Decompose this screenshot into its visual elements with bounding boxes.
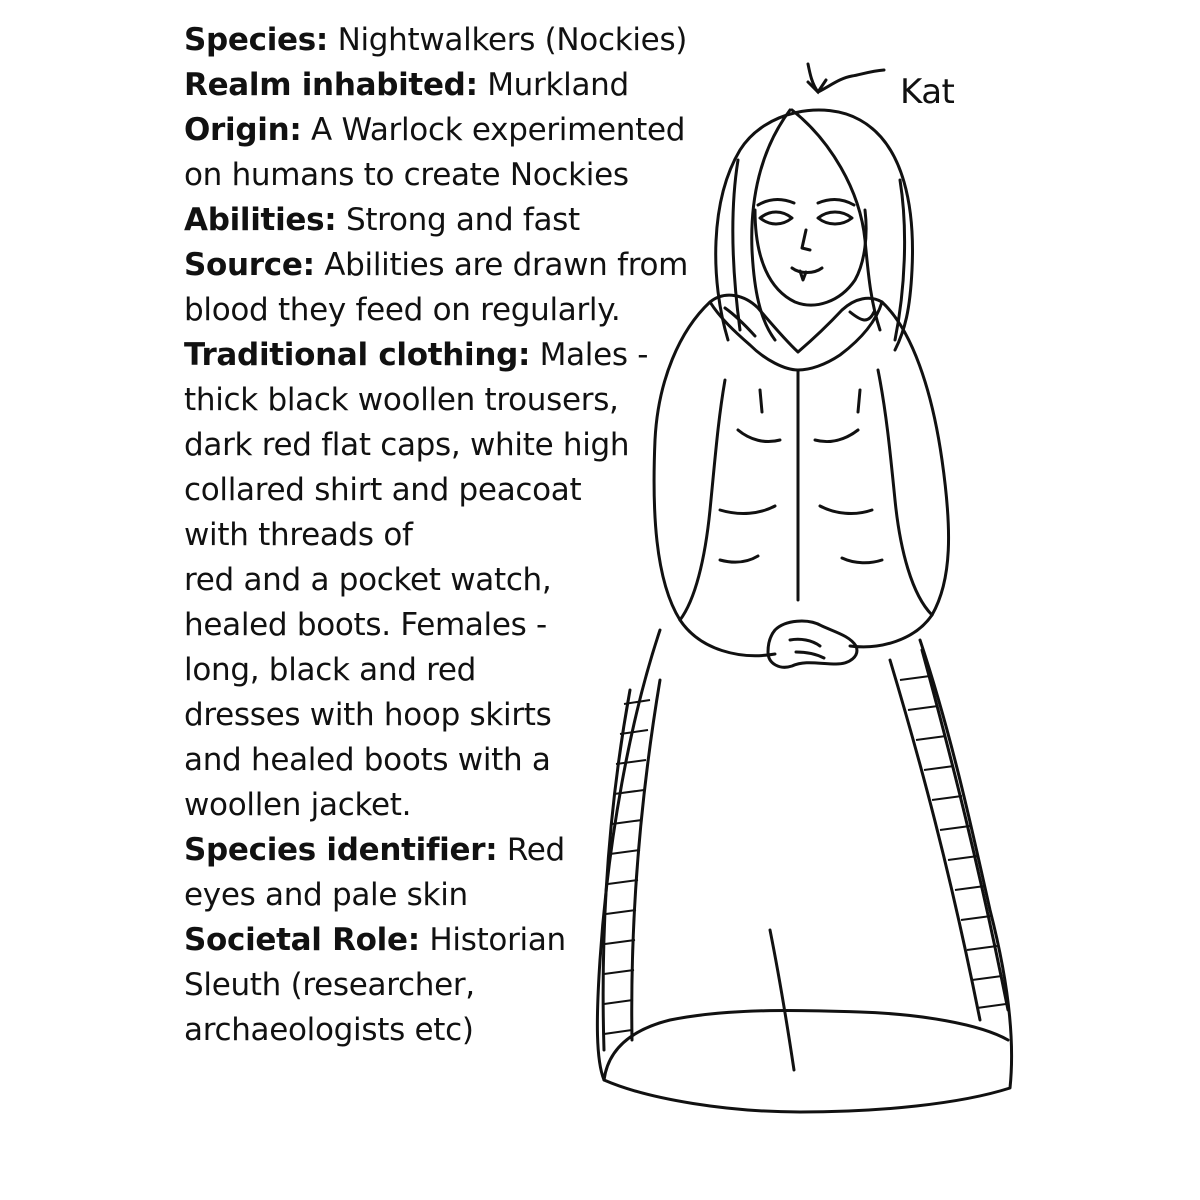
species-label: Species: [184,22,329,58]
character-figure-drawing [560,40,1120,1160]
character-name: Kat [900,72,955,112]
hair-outline [716,110,913,350]
clothing-value-4: collared shirt and peacoat [184,472,582,508]
clothing-value-6: red and a pocket watch, [184,562,552,598]
clothing-label: Traditional clothing: [184,337,531,373]
clothing-value-3: dark red flat caps, white high [184,427,630,463]
abilities-value: Strong and fast [345,202,580,238]
clothing-value-5: with threads of [184,517,413,553]
realm-value: Murkland [487,67,629,103]
origin-value: A Warlock experimented [311,112,686,148]
source-value: Abilities are drawn from [324,247,689,283]
role-value-3: archaeologists etc) [184,1012,474,1048]
right-eye [818,212,852,224]
clothing-value-10: and healed boots with a [184,742,551,778]
clothing-value-11: woollen jacket. [184,787,412,823]
clothing-value: Males - [539,337,649,373]
identifier-label: Species identifier: [184,832,498,868]
nose [802,230,810,250]
identifier-value-cont: eyes and pale skin [184,877,468,913]
skirt-outline [597,630,1011,1112]
species-value: Nightwalkers (Nockies) [337,22,688,58]
realm-label: Realm inhabited: [184,67,478,103]
role-value-2: Sleuth (researcher, [184,967,475,1003]
left-eye [760,212,792,224]
source-label: Source: [184,247,315,283]
clothing-value-9: dresses with hoop skirts [184,697,552,733]
origin-value-cont: on humans to create Nockies [184,157,629,193]
clothing-value-7: healed boots. Females - [184,607,547,643]
jacket-right-sleeve [850,302,949,647]
role-value: Historian [429,922,566,958]
clothing-value-2: thick black woollen trousers, [184,382,619,418]
role-label: Societal Role: [184,922,420,958]
skirt-hem [604,1010,1008,1080]
right-hoop-band [890,650,1008,1020]
character-illustration [560,40,1120,1160]
identifier-value: Red [506,832,565,868]
origin-label: Origin: [184,112,302,148]
abilities-label: Abilities: [184,202,337,238]
source-value-cont: blood they feed on regularly. [184,292,621,328]
clasped-hands [768,621,857,667]
clothing-value-8: long, black and red [184,652,477,688]
